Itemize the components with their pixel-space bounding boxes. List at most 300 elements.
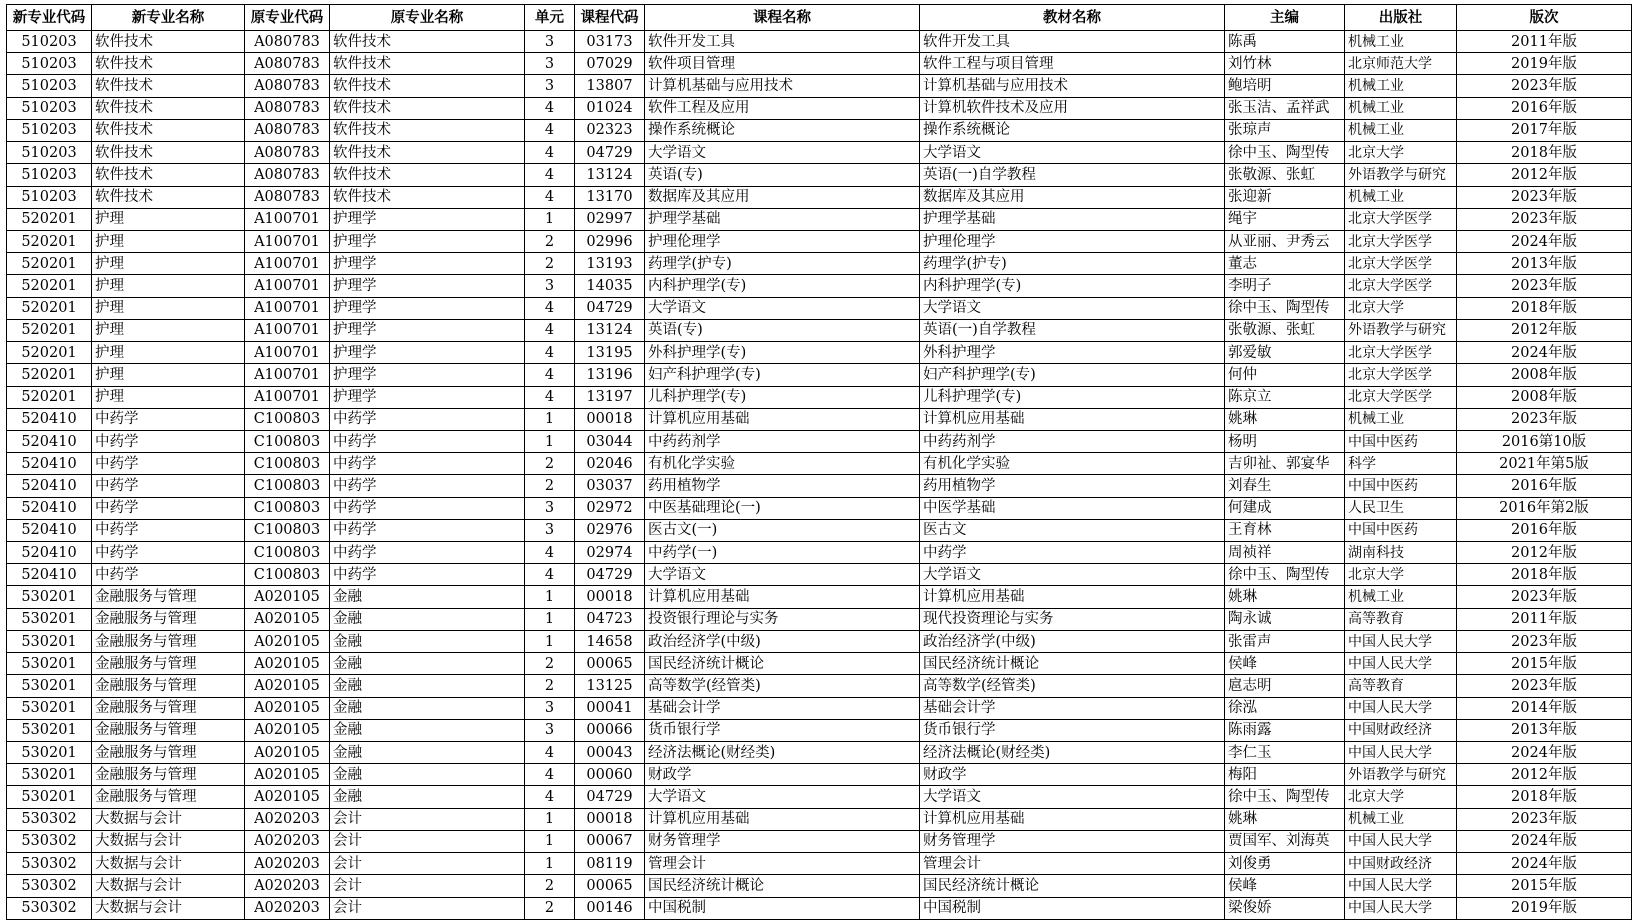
cell-old-major-name: 会计 [330, 897, 525, 919]
cell-old-major-name: 软件技术 [330, 164, 525, 186]
cell-new-major-name: 中药学 [92, 475, 245, 497]
cell-new-major-name: 中药学 [92, 497, 245, 519]
cell-edition: 2016年第2版 [1457, 497, 1632, 519]
cell-textbook-name: 货币银行学 [920, 719, 1225, 741]
cell-course-code: 13807 [575, 75, 645, 97]
cell-old-major-code: A100701 [245, 230, 330, 252]
cell-edition: 2023年版 [1457, 208, 1632, 230]
cell-unit: 3 [525, 497, 575, 519]
cell-unit: 1 [525, 586, 575, 608]
cell-new-major-code: 510203 [7, 31, 92, 53]
cell-edition: 2024年版 [1457, 853, 1632, 875]
table-row [7, 164, 1632, 186]
cell-publisher: 中国人民大学 [1345, 630, 1457, 652]
cell-course-code: 03173 [575, 31, 645, 53]
cell-old-major-name: 护理学 [330, 386, 525, 408]
cell-editor: 姚琳 [1225, 808, 1345, 830]
cell-new-major-name: 大数据与会计 [92, 830, 245, 852]
cell-old-major-name: 金融 [330, 786, 525, 808]
cell-editor: 侯峰 [1225, 653, 1345, 675]
table-row [7, 53, 1632, 75]
cell-editor: 梅阳 [1225, 764, 1345, 786]
table-row [7, 564, 1632, 586]
cell-course-code: 02976 [575, 519, 645, 541]
cell-old-major-code: A080783 [245, 119, 330, 141]
cell-course-name: 投资银行理论与实务 [645, 608, 920, 630]
cell-old-major-code: A100701 [245, 386, 330, 408]
cell-course-name: 国民经济统计概论 [645, 653, 920, 675]
cell-old-major-name: 护理学 [330, 208, 525, 230]
cell-old-major-name: 中药学 [330, 453, 525, 475]
cell-new-major-name: 金融服务与管理 [92, 675, 245, 697]
cell-new-major-name: 大数据与会计 [92, 897, 245, 919]
cell-publisher: 机械工业 [1345, 408, 1457, 430]
table-row [7, 542, 1632, 564]
cell-new-major-name: 大数据与会计 [92, 808, 245, 830]
cell-textbook-name: 大学语文 [920, 297, 1225, 319]
cell-course-code: 03037 [575, 475, 645, 497]
cell-new-major-name: 大数据与会计 [92, 875, 245, 897]
cell-edition: 2015年版 [1457, 653, 1632, 675]
cell-new-major-code: 510203 [7, 142, 92, 164]
cell-old-major-name: 金融 [330, 675, 525, 697]
cell-edition: 2016年版 [1457, 519, 1632, 541]
cell-edition: 2013年版 [1457, 253, 1632, 275]
cell-course-name: 儿科护理学(专) [645, 386, 920, 408]
cell-textbook-name: 大学语文 [920, 786, 1225, 808]
cell-publisher: 北京大学 [1345, 564, 1457, 586]
table-row [7, 97, 1632, 119]
cell-new-major-name: 软件技术 [92, 119, 245, 141]
cell-new-major-code: 510203 [7, 164, 92, 186]
cell-unit: 4 [525, 742, 575, 764]
cell-editor: 刘俊勇 [1225, 853, 1345, 875]
cell-course-name: 政治经济学(中级) [645, 630, 920, 652]
cell-unit: 4 [525, 786, 575, 808]
cell-publisher: 机械工业 [1345, 97, 1457, 119]
cell-editor: 姚琳 [1225, 408, 1345, 430]
cell-new-major-code: 520410 [7, 542, 92, 564]
cell-old-major-name: 金融 [330, 697, 525, 719]
cell-editor: 李仁玉 [1225, 742, 1345, 764]
cell-unit: 2 [525, 875, 575, 897]
cell-new-major-code: 520201 [7, 297, 92, 319]
cell-course-name: 外科护理学(专) [645, 342, 920, 364]
cell-old-major-code: C100803 [245, 408, 330, 430]
cell-course-name: 软件工程及应用 [645, 97, 920, 119]
cell-unit: 1 [525, 808, 575, 830]
cell-old-major-name: 会计 [330, 830, 525, 852]
cell-new-major-name: 软件技术 [92, 142, 245, 164]
cell-course-name: 英语(专) [645, 164, 920, 186]
cell-publisher: 北京大学医学 [1345, 230, 1457, 252]
cell-textbook-name: 中药药剂学 [920, 430, 1225, 452]
cell-new-major-name: 护理 [92, 342, 245, 364]
cell-new-major-name: 软件技术 [92, 53, 245, 75]
cell-edition: 2023年版 [1457, 186, 1632, 208]
cell-course-code: 13195 [575, 342, 645, 364]
cell-unit: 3 [525, 719, 575, 741]
table-row [7, 697, 1632, 719]
cell-unit: 2 [525, 453, 575, 475]
cell-editor: 徐中玉、陶型传 [1225, 142, 1345, 164]
cell-editor: 张敬源、张虹 [1225, 164, 1345, 186]
cell-old-major-name: 金融 [330, 653, 525, 675]
cell-edition: 2013年版 [1457, 719, 1632, 741]
cell-old-major-name: 会计 [330, 808, 525, 830]
cell-course-code: 02046 [575, 453, 645, 475]
cell-textbook-name: 医古文 [920, 519, 1225, 541]
cell-publisher: 北京大学医学 [1345, 342, 1457, 364]
cell-course-name: 妇产科护理学(专) [645, 364, 920, 386]
cell-course-code: 07029 [575, 53, 645, 75]
cell-new-major-code: 510203 [7, 186, 92, 208]
cell-old-major-code: A100701 [245, 253, 330, 275]
cell-course-code: 04723 [575, 608, 645, 630]
cell-course-code: 14658 [575, 630, 645, 652]
cell-publisher: 北京大学 [1345, 297, 1457, 319]
cell-unit: 1 [525, 630, 575, 652]
cell-course-name: 有机化学实验 [645, 453, 920, 475]
cell-textbook-name: 软件开发工具 [920, 31, 1225, 53]
cell-new-major-name: 中药学 [92, 564, 245, 586]
cell-new-major-name: 中药学 [92, 408, 245, 430]
cell-new-major-code: 510203 [7, 97, 92, 119]
cell-old-major-code: A080783 [245, 31, 330, 53]
cell-textbook-name: 妇产科护理学(专) [920, 364, 1225, 386]
table-row [7, 119, 1632, 141]
cell-old-major-code: A080783 [245, 164, 330, 186]
cell-old-major-code: A020203 [245, 853, 330, 875]
cell-old-major-code: A100701 [245, 364, 330, 386]
table-row [7, 719, 1632, 741]
cell-editor: 徐泓 [1225, 697, 1345, 719]
cell-unit: 1 [525, 430, 575, 452]
cell-unit: 4 [525, 764, 575, 786]
cell-old-major-code: A100701 [245, 319, 330, 341]
cell-old-major-name: 中药学 [330, 542, 525, 564]
cell-unit: 4 [525, 342, 575, 364]
cell-new-major-name: 护理 [92, 208, 245, 230]
cell-textbook-name: 大学语文 [920, 564, 1225, 586]
cell-old-major-code: A020105 [245, 630, 330, 652]
cell-course-code: 13193 [575, 253, 645, 275]
cell-textbook-name: 高等数学(经管类) [920, 675, 1225, 697]
table-row [7, 408, 1632, 430]
cell-new-major-code: 520410 [7, 564, 92, 586]
cell-editor: 徐中玉、陶型传 [1225, 297, 1345, 319]
cell-old-major-name: 护理学 [330, 342, 525, 364]
cell-course-code: 02974 [575, 542, 645, 564]
cell-new-major-name: 金融服务与管理 [92, 586, 245, 608]
cell-publisher: 中国人民大学 [1345, 742, 1457, 764]
cell-course-name: 软件开发工具 [645, 31, 920, 53]
cell-old-major-code: A020105 [245, 742, 330, 764]
cell-editor: 鲍培明 [1225, 75, 1345, 97]
table-row [7, 875, 1632, 897]
cell-textbook-name: 基础会计学 [920, 697, 1225, 719]
cell-textbook-name: 数据库及其应用 [920, 186, 1225, 208]
cell-new-major-name: 中药学 [92, 542, 245, 564]
cell-textbook-name: 中药学 [920, 542, 1225, 564]
cell-old-major-code: C100803 [245, 519, 330, 541]
cell-new-major-name: 中药学 [92, 453, 245, 475]
cell-editor: 徐中玉、陶型传 [1225, 564, 1345, 586]
cell-edition: 2023年版 [1457, 630, 1632, 652]
cell-publisher: 中国人民大学 [1345, 830, 1457, 852]
cell-old-major-code: A080783 [245, 142, 330, 164]
cell-new-major-name: 软件技术 [92, 31, 245, 53]
cell-textbook-name: 财务管理学 [920, 830, 1225, 852]
table-row [7, 586, 1632, 608]
table-row [7, 786, 1632, 808]
cell-unit: 3 [525, 53, 575, 75]
cell-unit: 2 [525, 475, 575, 497]
cell-editor: 王育林 [1225, 519, 1345, 541]
cell-old-major-name: 中药学 [330, 497, 525, 519]
cell-new-major-name: 护理 [92, 319, 245, 341]
table-row [7, 764, 1632, 786]
cell-new-major-code: 520201 [7, 342, 92, 364]
cell-publisher: 人民卫生 [1345, 497, 1457, 519]
cell-course-name: 管理会计 [645, 853, 920, 875]
cell-editor: 李明子 [1225, 275, 1345, 297]
cell-new-major-code: 520201 [7, 364, 92, 386]
cell-textbook-name: 英语(一)自学教程 [920, 164, 1225, 186]
cell-old-major-name: 会计 [330, 853, 525, 875]
cell-course-code: 08119 [575, 853, 645, 875]
cell-old-major-name: 会计 [330, 875, 525, 897]
cell-course-name: 护理伦理学 [645, 230, 920, 252]
cell-editor: 陈禹 [1225, 31, 1345, 53]
cell-course-name: 基础会计学 [645, 697, 920, 719]
table-row [7, 453, 1632, 475]
cell-old-major-name: 金融 [330, 742, 525, 764]
cell-edition: 2024年版 [1457, 230, 1632, 252]
cell-edition: 2016年版 [1457, 475, 1632, 497]
cell-course-name: 财政学 [645, 764, 920, 786]
table-row [7, 297, 1632, 319]
cell-textbook-name: 软件工程与项目管理 [920, 53, 1225, 75]
cell-publisher: 北京大学医学 [1345, 364, 1457, 386]
cell-course-name: 英语(专) [645, 319, 920, 341]
cell-publisher: 科学 [1345, 453, 1457, 475]
cell-new-major-name: 金融服务与管理 [92, 764, 245, 786]
cell-publisher: 外语教学与研究 [1345, 164, 1457, 186]
cell-old-major-code: A020105 [245, 675, 330, 697]
cell-course-code: 13124 [575, 319, 645, 341]
cell-new-major-code: 530302 [7, 853, 92, 875]
table-row [7, 608, 1632, 630]
cell-new-major-code: 520410 [7, 497, 92, 519]
cell-new-major-name: 护理 [92, 275, 245, 297]
cell-old-major-name: 金融 [330, 608, 525, 630]
cell-course-code: 13196 [575, 364, 645, 386]
cell-edition: 2012年版 [1457, 764, 1632, 786]
cell-course-code: 00018 [575, 808, 645, 830]
cell-old-major-code: A020105 [245, 786, 330, 808]
cell-new-major-name: 金融服务与管理 [92, 697, 245, 719]
cell-editor: 陈京立 [1225, 386, 1345, 408]
cell-course-name: 医古文(一) [645, 519, 920, 541]
header-editor: 主编 [1225, 5, 1345, 31]
cell-old-major-code: C100803 [245, 497, 330, 519]
cell-old-major-code: A020203 [245, 830, 330, 852]
cell-publisher: 高等教育 [1345, 675, 1457, 697]
cell-old-major-name: 软件技术 [330, 97, 525, 119]
cell-old-major-code: A020105 [245, 586, 330, 608]
cell-edition: 2023年版 [1457, 275, 1632, 297]
cell-course-code: 13125 [575, 675, 645, 697]
cell-new-major-code: 530302 [7, 808, 92, 830]
table-row [7, 386, 1632, 408]
cell-course-name: 数据库及其应用 [645, 186, 920, 208]
cell-course-code: 00018 [575, 408, 645, 430]
table-row [7, 364, 1632, 386]
table-row [7, 808, 1632, 830]
cell-new-major-code: 520201 [7, 386, 92, 408]
cell-course-name: 计算机应用基础 [645, 808, 920, 830]
cell-editor: 侯峰 [1225, 875, 1345, 897]
cell-course-code: 04729 [575, 297, 645, 319]
cell-edition: 2018年版 [1457, 786, 1632, 808]
cell-new-major-code: 520410 [7, 453, 92, 475]
cell-old-major-code: A080783 [245, 186, 330, 208]
cell-textbook-name: 中国税制 [920, 897, 1225, 919]
cell-new-major-name: 护理 [92, 386, 245, 408]
cell-new-major-code: 530201 [7, 630, 92, 652]
cell-course-name: 大学语文 [645, 564, 920, 586]
cell-editor: 姚琳 [1225, 586, 1345, 608]
table-row [7, 742, 1632, 764]
cell-course-name: 经济法概论(财经类) [645, 742, 920, 764]
cell-edition: 2018年版 [1457, 142, 1632, 164]
cell-old-major-name: 软件技术 [330, 31, 525, 53]
cell-old-major-name: 中药学 [330, 430, 525, 452]
cell-publisher: 机械工业 [1345, 75, 1457, 97]
cell-publisher: 北京大学医学 [1345, 208, 1457, 230]
cell-textbook-name: 计算机应用基础 [920, 808, 1225, 830]
cell-editor: 绳宇 [1225, 208, 1345, 230]
table-row [7, 519, 1632, 541]
cell-old-major-name: 软件技术 [330, 142, 525, 164]
cell-publisher: 北京大学医学 [1345, 253, 1457, 275]
cell-textbook-name: 现代投资理论与实务 [920, 608, 1225, 630]
table-row [7, 653, 1632, 675]
cell-old-major-name: 中药学 [330, 475, 525, 497]
cell-old-major-code: A080783 [245, 97, 330, 119]
cell-unit: 4 [525, 297, 575, 319]
cell-textbook-name: 英语(一)自学教程 [920, 319, 1225, 341]
cell-course-code: 04729 [575, 564, 645, 586]
header-edition: 版次 [1457, 5, 1632, 31]
cell-unit: 1 [525, 830, 575, 852]
cell-new-major-name: 软件技术 [92, 97, 245, 119]
cell-course-name: 国民经济统计概论 [645, 875, 920, 897]
cell-edition: 2023年版 [1457, 408, 1632, 430]
cell-new-major-code: 530302 [7, 875, 92, 897]
cell-course-code: 00146 [575, 897, 645, 919]
cell-editor: 张敬源、张虹 [1225, 319, 1345, 341]
cell-new-major-code: 520201 [7, 319, 92, 341]
cell-unit: 2 [525, 230, 575, 252]
textbook-table [6, 4, 1632, 920]
cell-unit: 4 [525, 564, 575, 586]
cell-unit: 4 [525, 386, 575, 408]
cell-new-major-code: 530201 [7, 586, 92, 608]
cell-old-major-code: C100803 [245, 475, 330, 497]
table-row [7, 853, 1632, 875]
cell-old-major-code: C100803 [245, 453, 330, 475]
cell-publisher: 机械工业 [1345, 808, 1457, 830]
cell-new-major-code: 520410 [7, 519, 92, 541]
cell-edition: 2014年版 [1457, 697, 1632, 719]
cell-old-major-name: 金融 [330, 630, 525, 652]
cell-old-major-name: 护理学 [330, 297, 525, 319]
cell-new-major-code: 520201 [7, 230, 92, 252]
cell-publisher: 中国财政经济 [1345, 853, 1457, 875]
cell-editor: 陶永诚 [1225, 608, 1345, 630]
cell-new-major-name: 金融服务与管理 [92, 786, 245, 808]
cell-edition: 2019年版 [1457, 53, 1632, 75]
cell-unit: 2 [525, 253, 575, 275]
cell-old-major-code: A020105 [245, 608, 330, 630]
cell-edition: 2011年版 [1457, 608, 1632, 630]
cell-publisher: 机械工业 [1345, 31, 1457, 53]
header-textbook-name: 教材名称 [920, 5, 1225, 31]
cell-course-name: 大学语文 [645, 297, 920, 319]
cell-new-major-name: 护理 [92, 230, 245, 252]
cell-edition: 2008年版 [1457, 386, 1632, 408]
cell-new-major-code: 530201 [7, 786, 92, 808]
cell-publisher: 机械工业 [1345, 586, 1457, 608]
cell-edition: 2019年版 [1457, 897, 1632, 919]
cell-unit: 3 [525, 519, 575, 541]
cell-textbook-name: 政治经济学(中级) [920, 630, 1225, 652]
cell-textbook-name: 计算机应用基础 [920, 408, 1225, 430]
cell-edition: 2024年版 [1457, 342, 1632, 364]
header-unit: 单元 [525, 5, 575, 31]
cell-new-major-code: 530302 [7, 830, 92, 852]
cell-course-code: 00066 [575, 719, 645, 741]
cell-new-major-code: 520201 [7, 275, 92, 297]
cell-course-name: 计算机基础与应用技术 [645, 75, 920, 97]
cell-new-major-code: 530201 [7, 742, 92, 764]
cell-new-major-name: 护理 [92, 364, 245, 386]
cell-editor: 吉卯祉、郭宴华 [1225, 453, 1345, 475]
cell-edition: 2017年版 [1457, 119, 1632, 141]
cell-edition: 2023年版 [1457, 808, 1632, 830]
cell-textbook-name: 中医学基础 [920, 497, 1225, 519]
cell-textbook-name: 财政学 [920, 764, 1225, 786]
cell-textbook-name: 护理学基础 [920, 208, 1225, 230]
cell-course-name: 中医基础理论(一) [645, 497, 920, 519]
cell-edition: 2012年版 [1457, 542, 1632, 564]
cell-unit: 1 [525, 208, 575, 230]
cell-course-name: 大学语文 [645, 142, 920, 164]
cell-course-code: 13170 [575, 186, 645, 208]
header-old-major-code: 原专业代码 [245, 5, 330, 31]
cell-editor: 周祯祥 [1225, 542, 1345, 564]
header-row [7, 5, 1632, 31]
cell-course-name: 护理学基础 [645, 208, 920, 230]
cell-edition: 2012年版 [1457, 319, 1632, 341]
cell-old-major-code: A020105 [245, 719, 330, 741]
cell-new-major-code: 510203 [7, 53, 92, 75]
cell-course-name: 计算机应用基础 [645, 408, 920, 430]
cell-old-major-code: A100701 [245, 342, 330, 364]
cell-course-code: 02323 [575, 119, 645, 141]
